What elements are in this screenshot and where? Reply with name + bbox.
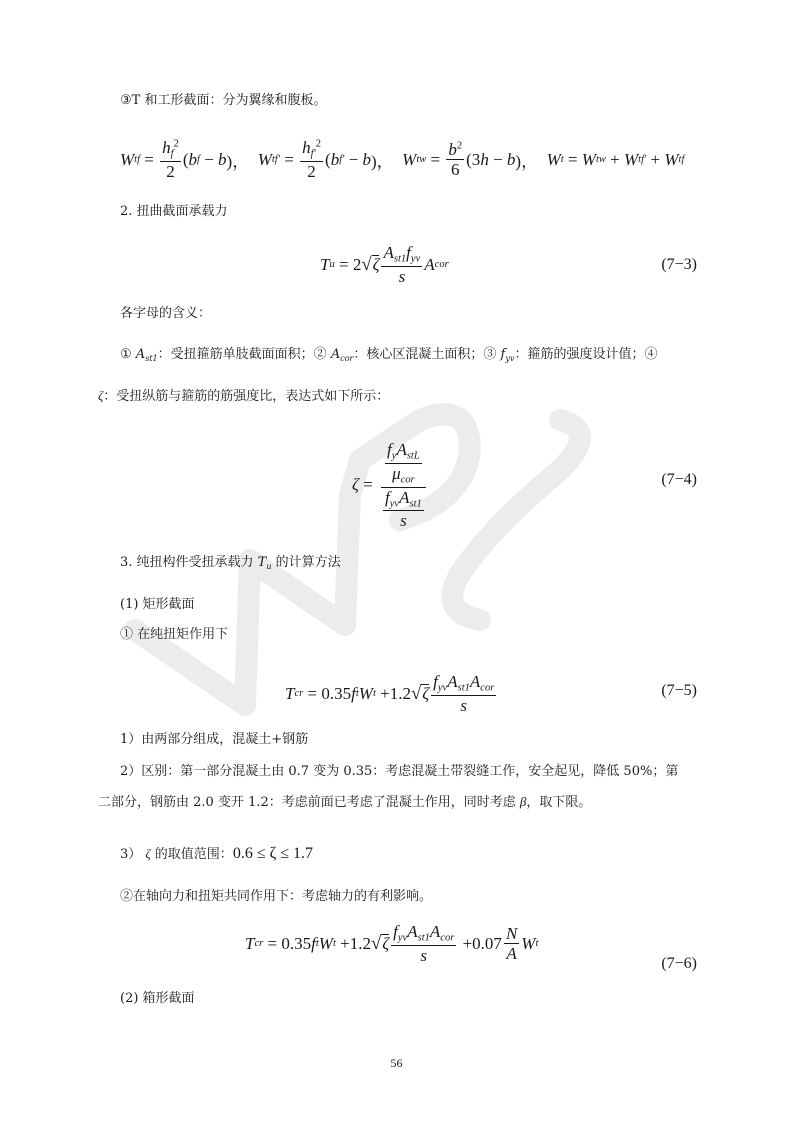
page-number: 56: [390, 1056, 403, 1070]
math-italic: A: [424, 254, 435, 274]
watermark-w: [135, 460, 360, 705]
math-italic: A: [399, 487, 410, 507]
math-text: +1.2: [375, 683, 411, 703]
math-italic: W: [581, 149, 596, 169]
math-text: +0.07: [458, 933, 502, 953]
math-italic: ζ: [422, 684, 430, 704]
math-subscript: t: [372, 688, 376, 700]
fraction: [391, 922, 456, 965]
denominator: [397, 267, 408, 287]
numerator: [383, 488, 424, 512]
math-italic: f: [393, 922, 398, 941]
fraction: [431, 672, 496, 715]
math-subscript: u: [266, 561, 272, 571]
denominator: [504, 944, 518, 964]
math-subscript: yv: [410, 253, 421, 265]
math-italic: W: [257, 149, 272, 169]
text: ：核心区混凝土面积；③: [353, 347, 501, 362]
paragraph-zeta-definition: [98, 387, 389, 406]
math-subscript: st1: [409, 498, 422, 510]
math-italic: T: [257, 555, 267, 570]
denominator: [305, 162, 318, 182]
math-text: =: [358, 475, 377, 495]
math-italic: s: [398, 266, 406, 286]
numerator: [381, 440, 426, 488]
math-subscript: y: [391, 450, 397, 462]
math-subscript: tf': [638, 154, 647, 166]
math-subscript: st1: [457, 682, 470, 694]
math-italic: W: [624, 149, 639, 169]
equation-7-6: [245, 922, 538, 965]
math-italic: W: [546, 149, 561, 169]
math-text: =: [279, 149, 299, 169]
math-italic: μ: [392, 463, 401, 483]
subheading-rectangular-section: (1) 矩形截面: [120, 597, 195, 612]
numerator: [446, 140, 464, 161]
math-text: (3: [466, 149, 481, 169]
math-italic: A: [506, 944, 517, 964]
math-text: −: [199, 149, 219, 169]
denominator: [390, 464, 417, 487]
math-text: =: [426, 149, 445, 169]
math-superscript: 2: [315, 138, 322, 150]
math-text: (: [182, 149, 189, 169]
math-superscript: 2: [173, 138, 179, 150]
math-subscript: cr: [294, 688, 304, 700]
math-subscript: cor: [400, 474, 415, 486]
text: ：受扭箍筋单肢截面面积；②: [157, 347, 331, 362]
math-italic: W: [120, 149, 135, 169]
math-text: )，: [515, 152, 547, 172]
symbol-beta: β: [519, 794, 527, 809]
math-subscript: cor: [480, 682, 495, 694]
math-text: −: [344, 149, 363, 169]
math-subscript: cor: [434, 259, 449, 271]
math-italic: W: [318, 933, 333, 953]
math-italic: f: [384, 487, 390, 507]
denominator: [164, 162, 177, 182]
math-italic: A: [330, 347, 341, 362]
numerator: [385, 440, 422, 464]
subheading-pure-torque: ① 在纯扭矩作用下: [120, 627, 229, 642]
math-subscript: cr: [254, 938, 264, 950]
math-italic: ζ: [352, 475, 359, 495]
text: ：受扭纵筋与箍筋的筋强度比，表达式如下所示：: [103, 389, 390, 404]
radical-sign: √: [410, 682, 422, 704]
paragraph-symbols-list: [120, 346, 657, 368]
math-text: +: [646, 149, 665, 169]
square-root: [371, 933, 389, 955]
list-item-2-cont: [98, 793, 591, 812]
math-italic: A: [135, 347, 146, 362]
math-subscript: f': [339, 154, 345, 166]
section-heading-t-section: ③T 和工形截面：分为翼缘和腹板。: [120, 93, 327, 108]
symbol-ast1: [136, 347, 158, 362]
math-text: (: [325, 149, 331, 169]
symbol-acor: [331, 347, 354, 362]
section-heading-pure-torsion: [120, 554, 341, 576]
numerator: [381, 243, 422, 267]
math-subscript: yv: [505, 353, 515, 363]
fraction: [383, 488, 424, 531]
section-heading-torsion-capacity: 2. 扭曲截面承载力: [120, 204, 228, 219]
math-text: +: [605, 149, 624, 169]
math-text: )，: [226, 152, 258, 172]
text: 3）: [120, 847, 146, 862]
math-italic: f: [500, 347, 506, 362]
list-item-2: 2）区别：第一部分混凝土由 0.7 变为 0.35：考虑混凝土带裂缝工作，安全起见，降低 50%；第: [120, 764, 679, 779]
math-italic: W: [664, 149, 679, 169]
math-subscript: st1: [145, 353, 158, 363]
math-italic: W: [402, 149, 417, 169]
equation-wt: [120, 138, 684, 181]
symbol-fyv: [501, 347, 515, 362]
numerator: [504, 924, 519, 945]
math-italic: b: [330, 149, 340, 169]
text: 二部分，钢筋由 2.0 变开 1.2：考虑前面已考虑了混凝土作用，同时考虑: [98, 795, 520, 810]
math-superscript: 2: [456, 140, 463, 152]
list-item-1: 1）由两部分组成，混凝土+钢筋: [120, 732, 309, 747]
math-italic: b: [362, 149, 371, 169]
math-italic: h: [302, 138, 311, 157]
math-subscript: st1: [417, 932, 430, 944]
math-subscript: yv: [437, 682, 448, 694]
denominator: [379, 488, 428, 531]
math-subscript: cor: [340, 353, 354, 363]
numerator: [431, 672, 496, 696]
math-italic: h: [162, 138, 171, 157]
text: 3. 纯扭构件受扭承载力: [120, 555, 258, 570]
math-italic: A: [469, 672, 481, 691]
math-italic: h: [480, 149, 489, 169]
math-italic: T: [245, 933, 255, 953]
symbol-zeta: ζ: [98, 388, 104, 403]
math-text: +1.2: [335, 933, 371, 953]
text: 的取值范围：: [150, 847, 233, 862]
math-subscript: st1: [393, 253, 407, 265]
math-italic: b: [448, 139, 457, 159]
equation-7-4: [352, 440, 430, 531]
watermark-s: [452, 420, 580, 620]
math-text: 2: [166, 161, 175, 181]
math-text: 6: [451, 160, 460, 180]
math-italic: W: [521, 933, 536, 953]
equation-7-5: [285, 672, 498, 715]
radical-sign: √: [361, 253, 372, 275]
math-subscript: t: [535, 938, 539, 950]
fraction: [446, 140, 464, 180]
math-italic: A: [429, 922, 441, 941]
math-subscript: yv: [397, 932, 408, 944]
numerator: [391, 922, 456, 946]
fraction: [385, 440, 422, 487]
fraction: [160, 138, 181, 181]
math-subscript: tf': [271, 154, 280, 166]
math-italic: A: [383, 243, 394, 262]
math-subscript: tw: [416, 154, 427, 166]
math-subscript: yv: [389, 498, 400, 510]
math-subscript: tf: [678, 154, 685, 166]
math-text: =: [140, 149, 159, 169]
denominator: [418, 946, 429, 966]
radical-sign: √: [370, 932, 382, 954]
math-subscript: t: [560, 154, 564, 166]
list-item-3: [120, 845, 313, 864]
symbol-zeta: ζ: [145, 846, 151, 861]
math-text: −: [488, 149, 507, 169]
zeta-range: 0.6 ≤ ζ ≤ 1.7: [232, 845, 313, 862]
text: ：箍筋的强度设计值；④: [514, 347, 658, 362]
equation-number-7-6: (7−6): [661, 955, 697, 972]
math-italic: ζ: [372, 255, 380, 275]
math-italic: T: [320, 254, 330, 274]
denominator: [458, 696, 469, 716]
math-subscript: t: [315, 938, 319, 950]
math-subscript: t: [355, 688, 359, 700]
square-root: [361, 254, 379, 276]
numerator: [300, 138, 323, 162]
fraction: [381, 243, 422, 286]
symbol-tu: [258, 555, 272, 570]
math-italic: s: [460, 695, 468, 715]
math-italic: A: [447, 672, 458, 691]
equation-7-3: [320, 243, 449, 286]
math-subscript: cor: [440, 932, 455, 944]
fraction: [379, 440, 428, 531]
equation-number-7-3: (7−3): [661, 256, 697, 273]
denominator: [449, 160, 462, 180]
equation-number-7-5: (7−5): [661, 682, 697, 699]
math-italic: f: [433, 672, 438, 691]
math-text: 2: [307, 161, 316, 181]
fraction: [504, 924, 519, 964]
math-italic: T: [285, 683, 295, 703]
math-italic: A: [396, 440, 407, 459]
fraction: [300, 138, 323, 181]
math-subscript: tw: [595, 154, 606, 166]
denominator: [398, 511, 409, 531]
text: 的计算方法: [271, 555, 341, 570]
numerator: [160, 138, 181, 162]
math-text: = 2: [334, 254, 362, 274]
math-subscript: t: [332, 938, 336, 950]
math-italic: W: [358, 683, 373, 703]
math-subscript: f: [170, 148, 174, 160]
math-subscript: u: [329, 259, 335, 271]
math-text: = 0.35: [263, 933, 312, 953]
math-italic: b: [188, 149, 197, 169]
subheading-axial-and-torque: ②在轴向力和扭矩共同作用下：考虑轴力的有利影响。: [120, 889, 433, 904]
math-italic: f: [351, 683, 356, 703]
math-text: = 0.35: [303, 683, 352, 703]
math-italic: f: [406, 243, 411, 262]
radicand: [372, 255, 380, 274]
math-italic: s: [420, 945, 428, 965]
math-subscript: f: [197, 154, 200, 166]
paragraph-symbols-meaning: 各字母的含义：: [120, 306, 212, 321]
math-italic: A: [407, 922, 418, 941]
text: ①: [120, 347, 136, 362]
math-subscript: stL: [406, 450, 420, 462]
square-root: [411, 683, 429, 705]
math-subscript: f': [310, 148, 316, 160]
math-italic: b: [506, 149, 516, 169]
math-italic: f: [311, 933, 316, 953]
radicand: [381, 934, 389, 953]
math-subscript: tf: [134, 154, 141, 166]
subheading-box-section: (2) 箱形截面: [120, 991, 195, 1006]
math-italic: s: [400, 511, 407, 531]
radicand: [421, 684, 429, 703]
math-italic: b: [218, 149, 227, 169]
text: ，取下限。: [526, 795, 592, 810]
math-italic: f: [387, 440, 392, 459]
math-text: =: [563, 149, 582, 169]
math-text: )，: [370, 152, 403, 172]
math-italic: ζ: [382, 934, 390, 954]
equation-number-7-4: (7−4): [661, 471, 697, 488]
math-italic: N: [505, 923, 518, 943]
